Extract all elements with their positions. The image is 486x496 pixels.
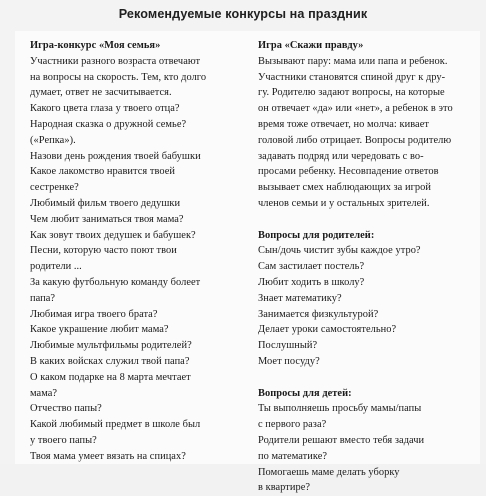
right-text-line: вызывает смех наблюдающих за игрой bbox=[258, 182, 431, 194]
right-text-line: время тоже отвечает, но молча: кивает bbox=[258, 118, 429, 130]
right-text-line: Родители решают вместо тебя задачи bbox=[258, 434, 425, 446]
left-text-line: Участники разного возраста отвечают bbox=[30, 55, 201, 67]
right-text-line: Ты выполняешь просьбу мамы/папы bbox=[258, 403, 422, 415]
right-text-line: Помогаешь маме делать уборку bbox=[258, 466, 400, 478]
right-text-line: Участники становятся спиной друг к дру- bbox=[258, 71, 446, 83]
right-heading: Игра «Скажи правду» bbox=[258, 40, 364, 51]
left-text-line: Песни, которую часто поют твои bbox=[30, 245, 177, 257]
left-text-line: мама? bbox=[30, 387, 58, 399]
left-text-line: Любимая игра твоего брата? bbox=[30, 308, 158, 320]
page-title: Рекомендуемые конкурсы на праздник bbox=[118, 7, 368, 21]
right-heading: Вопросы для детей: bbox=[258, 387, 352, 399]
left-text-line: Любимый фильм твоего дедушки bbox=[30, 197, 181, 209]
left-text-line: Какое лакомство нравится твоей bbox=[30, 166, 175, 178]
left-text-line: Назови день рождения твоей бабушки bbox=[30, 150, 201, 162]
right-spacer bbox=[258, 212, 480, 228]
right-text-line: в квартире? bbox=[258, 482, 311, 494]
left-text-line: Любимые мультфильмы родителей? bbox=[30, 340, 192, 352]
right-text-line: с первого раза? bbox=[258, 419, 327, 431]
right-text-line: Знает математику? bbox=[258, 292, 342, 304]
right-text-line: задавать подряд или чередовать с во- bbox=[258, 150, 424, 162]
left-text-line: Народная сказка о дружной семье? bbox=[30, 118, 187, 130]
left-text-line: Какого цвета глаза у твоего отца? bbox=[30, 103, 180, 115]
left-text-line: Твоя мама умеет вязать на спицах? bbox=[30, 450, 186, 462]
right-text-line: головой либо отрицает. Вопросы родителю bbox=[258, 134, 452, 146]
left-heading: Игра-конкурс «Моя семья» bbox=[30, 40, 161, 51]
right-text-line: Сын/дочь чистит зубы каждое утро? bbox=[258, 245, 421, 257]
right-text-line: Моет посуду? bbox=[258, 355, 320, 367]
left-text-line: Какой любимый предмет в школе был bbox=[30, 419, 201, 431]
right-text-line: членов семьи и у остальных зрителей. bbox=[258, 197, 430, 209]
right-heading: Вопросы для родителей: bbox=[258, 229, 375, 241]
left-text-line: родители ... bbox=[30, 261, 82, 273]
left-text-line: на вопросы на скорость. Тем, кто долго bbox=[30, 71, 207, 83]
right-column bbox=[258, 38, 480, 496]
right-text-line: просами ребенку. Несовпадение ответов bbox=[258, 166, 439, 178]
left-text-line: Отчество папы? bbox=[30, 403, 102, 415]
right-spacer bbox=[258, 370, 480, 386]
left-text-line: думает, ответ не засчитывается. bbox=[30, 87, 172, 99]
right-text-line: Занимается физкультурой? bbox=[258, 308, 379, 320]
left-text-line: За какую футбольную команду болеет bbox=[30, 276, 201, 288]
left-text-line: Как зовут твоих дедушек и бабушек? bbox=[30, 229, 196, 241]
right-text-line: по математике? bbox=[258, 450, 328, 462]
left-text-line: («Репка»). bbox=[30, 134, 76, 146]
right-text-line: он отвечает «да» или «нет», а ребенок в это bbox=[258, 103, 453, 115]
right-text-line: Любит ходить в школу? bbox=[258, 276, 365, 288]
right-text-line: Делает уроки самостоятельно? bbox=[258, 324, 397, 336]
left-text-line: у твоего папы? bbox=[30, 434, 97, 446]
right-text-line: Послушный? bbox=[258, 340, 318, 352]
right-text-line: Вызывают пару: мама или папа и ребенок. bbox=[258, 55, 448, 67]
right-text-line: Сам застилает постель? bbox=[258, 261, 365, 273]
left-text-line: папа? bbox=[30, 292, 56, 304]
right-text-line: гу. Родителю задают вопросы, на которые bbox=[258, 87, 445, 99]
left-column bbox=[30, 38, 258, 465]
left-text-line: Чем любит заниматься твоя мама? bbox=[30, 213, 184, 225]
left-text-line: Какое украшение любит мама? bbox=[30, 324, 169, 336]
left-text-line: В каких войсках служил твой папа? bbox=[30, 355, 190, 367]
left-text-line: О каком подарке на 8 марта мечтает bbox=[30, 371, 191, 383]
left-text-line: сестренке? bbox=[30, 182, 79, 194]
